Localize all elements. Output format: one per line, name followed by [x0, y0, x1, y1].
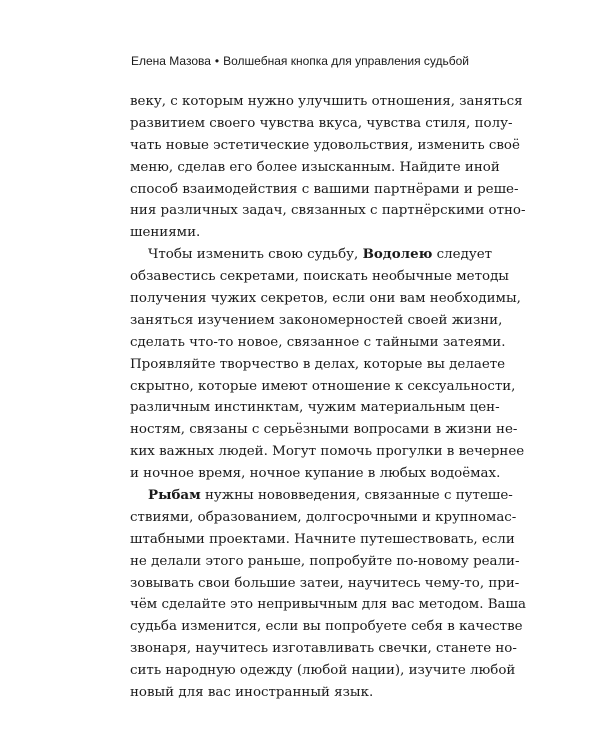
text-line: Проявляйте творчество в делах, которые вы делаете	[130, 356, 506, 372]
body-text	[130, 91, 526, 704]
lead-text: Чтобы изменить свою судьбу,	[148, 247, 359, 263]
text-line: ких важных людей. Могут помочь прогулки в вечернее	[130, 444, 525, 460]
text-line-lead	[130, 485, 513, 507]
paragraph-continuation	[130, 91, 526, 244]
sign-name-aquarius: Водолею	[362, 246, 433, 263]
text-line: сить народную одежду (любой нации), изучите любой	[130, 663, 516, 679]
text-line: обзавестись секретами, поискать необычные методы	[130, 269, 509, 285]
header-author: Елена Мазова	[130, 54, 211, 68]
text-line: не делали этого раньше, попробуйте по-новому реали-	[130, 553, 520, 569]
text-line: звонаря, научитесь изготавливать свечки, станете но-	[130, 641, 517, 657]
running-header	[0, 54, 600, 68]
header-book-title: Волшебная кнопка для управления судьбой	[223, 54, 470, 68]
text-line: скрытно, которые имеют отношение к сексуальности,	[130, 378, 516, 394]
text-line: ностям, связаны с серьёзными вопросами в жизни не-	[130, 422, 518, 438]
text-line: ния различных задач, связанных с партнёрскими отно-	[130, 203, 526, 219]
text-line: судьба изменится, если вы попробуете себя в качестве	[130, 619, 523, 635]
paragraph-pisces	[130, 485, 526, 704]
text-line: и ночное время, ночное купание в любых водоёмах.	[130, 466, 501, 482]
text-line: чём сделайте это непривычным для вас методом. Ваша	[130, 597, 526, 613]
lead-text: следует	[436, 247, 493, 263]
text-line: чать новые эстетические удовольствия, изменить своё	[130, 137, 520, 153]
text-line: заняться изучением закономерностей своей жизни,	[130, 312, 503, 328]
text-line: сделать что-то новое, связанное с тайными затеями.	[130, 334, 506, 350]
text-line-lead	[130, 244, 493, 266]
text-line: ствиями, образованием, долгосрочными и крупномас-	[130, 509, 517, 525]
header-separator: •	[214, 54, 220, 68]
text-line: различным инстинктам, чужим материальным цен-	[130, 400, 500, 416]
text-line: шениями.	[130, 225, 201, 241]
text-line: меню, сделав его более изысканным. Найдите иной	[130, 159, 500, 175]
paragraph-aquarius	[130, 244, 525, 485]
text-line: способ взаимодействия с вашими партнёрами и реше-	[130, 181, 519, 197]
sign-name-pisces: Рыбам	[148, 487, 201, 504]
text-line: веку, с которым нужно улучшить отношения, заняться	[130, 94, 523, 109]
text-line: получения чужих секретов, если они вам необходимы,	[130, 291, 521, 307]
text-line: штабными проектами. Начните путешествовать, если	[130, 531, 515, 547]
text-line: новый для вас иностранный язык.	[130, 685, 374, 701]
lead-text: нужны нововведения, связанные с путеше-	[205, 488, 513, 504]
text-line: зовывать свои большие затеи, научитесь чему-то, при-	[130, 575, 520, 591]
text-line: развитием своего чувства вкуса, чувства стиля, полу-	[130, 115, 513, 131]
